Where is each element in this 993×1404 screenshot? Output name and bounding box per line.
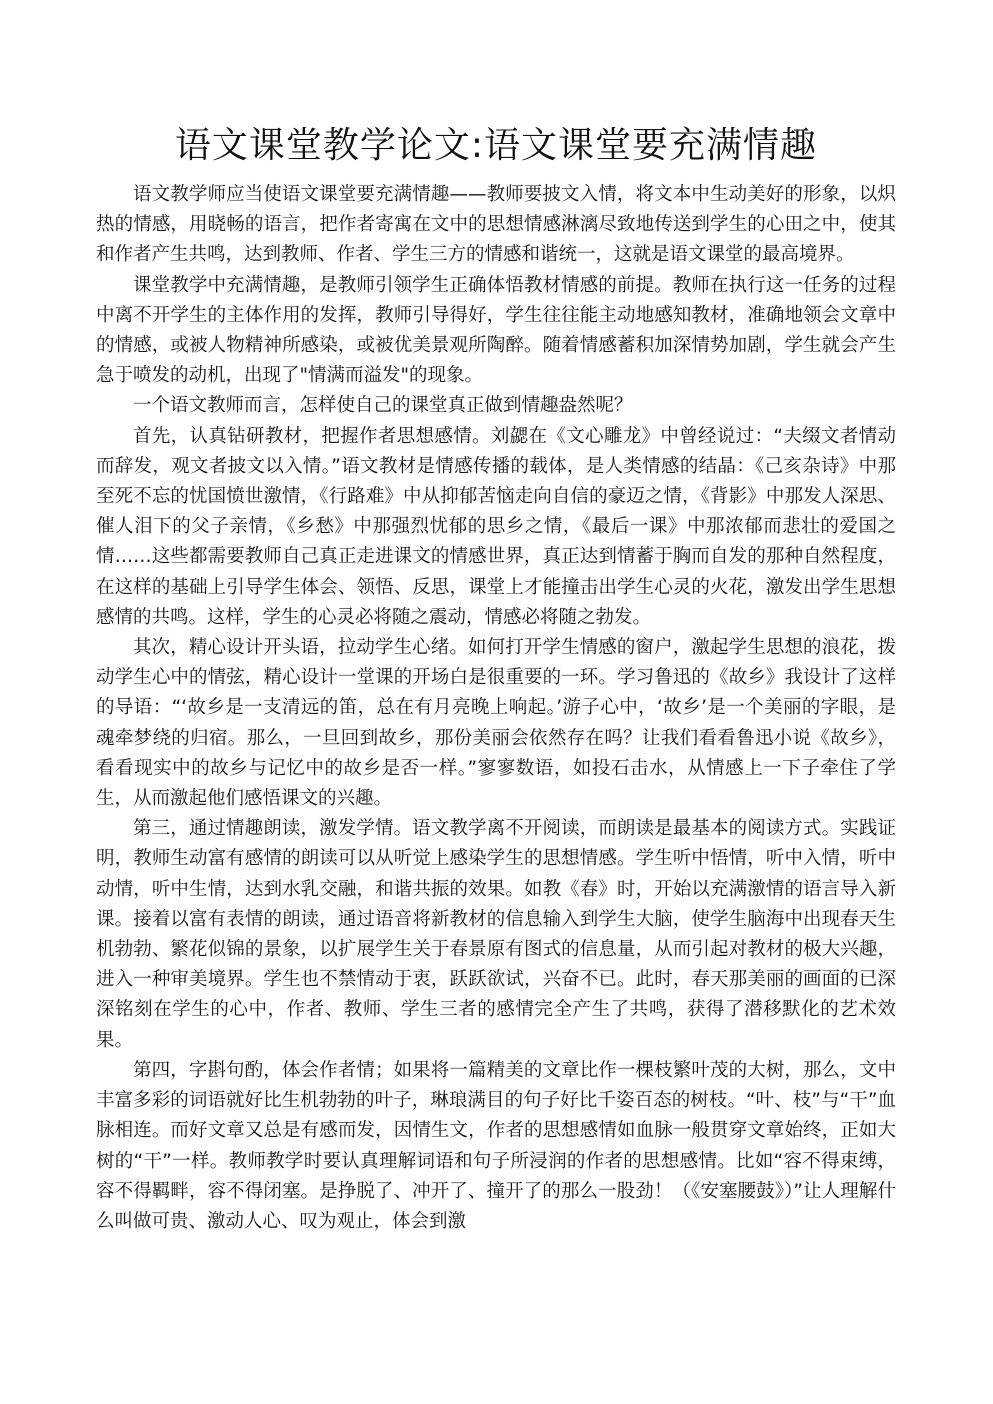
document-page — [96, 118, 896, 1237]
document-title: 语文课堂教学论文:语文课堂要充满情趣 — [174, 125, 818, 166]
paragraph-1: 语文教学师应当使语文课堂要充满情趣——教师要披文入情，将文本中生动美好的形象，以炽热的情感，用晓畅的语言，把作者寄寓在文中的思想情感淋漓尽致地传送到学生的心田之中，使其和作者产生共鸣，达到教师、作者、学生三方的情感和谐统一，这就是语文课堂的最高境界。 — [96, 184, 896, 266]
paragraph-4: 首先，认真钻研教材，把握作者思想感情。刘勰在《文心雕龙》中曾经说过：“夫缀文者情动而辞发，观文者披文以入情。”语文教材是情感传播的载体，是人类情感的结晶：《己亥杂诗》中那至死不忘的忧国愤世激情，《行路难》中从抑郁苦恼走向自信的豪迈之情，《背影》中那发人深思、催人泪下的父子亲情，《乡愁》中那强烈忧郁的思乡之情，《最后一课》中那浓郁而悲壮的爱国之情……这些都需要教师自己真正走进课文的情感世界，真正达到情蓄于胸而自发的那种自然程度，在这样的基础上引导学生体会、领悟、反思，课堂上才能撞击出学生心灵的火花，激发出学生思想感情的共鸣。这样，学生的心灵必将随之震动，情感必将随之勃发。 — [96, 425, 896, 628]
paragraph-5: 其次，精心设计开头语，拉动学生心绪。如何打开学生情感的窗户，激起学生思想的浪花，拨动学生心中的情弦，精心设计一堂课的开场白是很重要的一环。学习鲁迅的《故乡》我设计了这样的导语：“‘故乡是一支清远的笛，总在有月亮晚上响起。’游子心中，‘故乡’是一个美丽的字眼，是魂牵梦绕的归宿。那么，一旦回到故乡，那份美丽会依然存在吗？让我们看看鲁迅小说《故乡》，看看现实中的故乡与记忆中的故乡是否一样。”寥寥数语，如投石击水，从情感上一下子牵住了学生，从而激起他们感悟课文的兴趣。 — [96, 637, 896, 810]
paragraph-3: 一个语文教师而言，怎样使自己的课堂真正做到情趣盎然呢？ — [133, 395, 633, 417]
paragraph-2: 课堂教学中充满情趣，是教师引领学生正确体悟教材情感的前提。教师在执行这一任务的过程中离不开学生的主体作用的发挥，教师引导得好，学生往往能主动地感知教材，准确地领会文章中的情感，或被人物精神所感染，或被优美景观所陶醉。随着情感蓄积加深情势加剧，学生就会产生急于喷发的动机，出现了"情满而溢发"的现象。 — [96, 274, 896, 387]
paragraph-7: 第四，字斟句酌，体会作者情；如果将一篇精美的文章比作一棵枝繁叶茂的大树，那么，文中丰富多彩的词语就好比生机勃勃的叶子，琳琅满目的句子好比千姿百态的树枝。“叶、枝”与“干”血脉相连。而好文章又总是有感而发，因情生文，作者的思想感情如血脉一般贯穿文章始终，正如大树的“干”一样。教师教学时要认真理解词语和句子所浸润的作者的思想感情。比如“容不得束缚，容不得羁畔，容不得闭塞。是挣脱了、冲开了、撞开了的那么一股劲！（《安塞腰鼓》）”让人理解什么叫做可贵、激动人心、叹为观止，体会到激 — [96, 1059, 896, 1232]
paragraph-6: 第三，通过情趣朗读，激发学情。语文教学离不开阅读，而朗读是最基本的阅读方式。实践证明，教师生动富有感情的朗读可以从听觉上感染学生的思想情感。学生听中悟情，听中入情，听中动情，听中生情，达到水乳交融，和谐共振的效果。如教《春》时，开始以充满激情的语言导入新课。接着以富有表情的朗读，通过语音将新教材的信息输入到学生大脑，使学生脑海中出现春天生机勃勃、繁花似锦的景象，以扩展学生关于春景原有图式的信息量，从而引起对教材的极大兴趣，进入一种审美境界。学生也不禁情动于衷，跃跃欲试，兴奋不已。此时，春天那美丽的画面的已深深铭刻在学生的心中，作者、教师、学生三者的感情完全产生了共鸣，获得了潜移默化的艺术效果。 — [96, 818, 896, 1051]
